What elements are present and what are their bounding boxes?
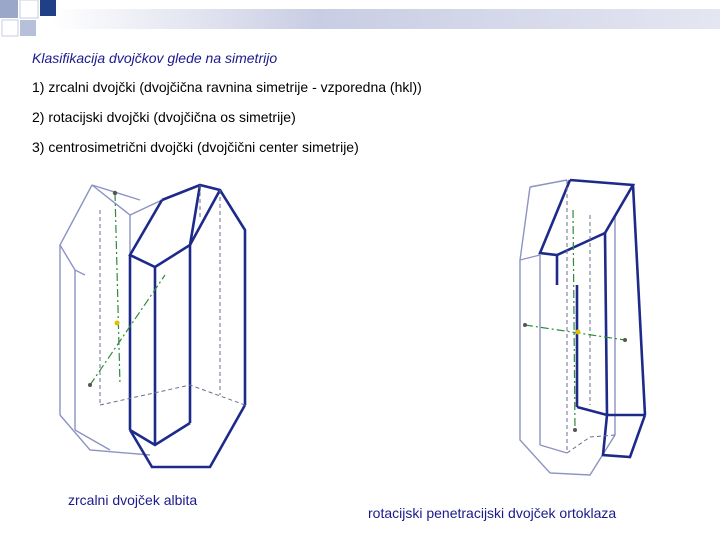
orthoclase-twin-drawing <box>505 175 670 485</box>
deco-square-4 <box>2 20 18 36</box>
center-point <box>115 321 120 326</box>
item-mirror-twins: 1) zrcalni dvojčki (dvojčična ravnina simetrije - vzporedna (hkl)) <box>32 79 422 95</box>
deco-square-1 <box>0 0 18 18</box>
deco-square-3 <box>40 0 56 16</box>
item-centrosymmetric-twins: 3) centrosimetrični dvojčki (dvojčični center simetrije) <box>32 139 359 155</box>
header-decoration <box>0 0 720 45</box>
center-point <box>576 330 581 335</box>
caption-albite: zrcalni dvojček albita <box>68 492 198 508</box>
albite-twin-drawing <box>50 175 265 475</box>
slide-title: Klasifikacija dvojčkov glede na simetrijo <box>32 50 278 66</box>
axis-point <box>573 428 577 432</box>
axis-point <box>523 323 527 327</box>
axis-point <box>88 383 92 387</box>
caption-orthoclase: rotacijski penetracijski dvojček ortoklaza <box>368 505 617 521</box>
axis-point <box>623 338 627 342</box>
albite-hidden-edges <box>100 185 245 405</box>
albite-dark-edges <box>130 185 245 467</box>
axis-point <box>113 191 117 195</box>
deco-square-5 <box>20 20 36 36</box>
orthoclase-dark-edges <box>540 180 645 457</box>
deco-square-2 <box>20 0 38 18</box>
item-rotation-twins: 2) rotacijski dvojčki (dvojčična os simetrije) <box>32 109 296 125</box>
